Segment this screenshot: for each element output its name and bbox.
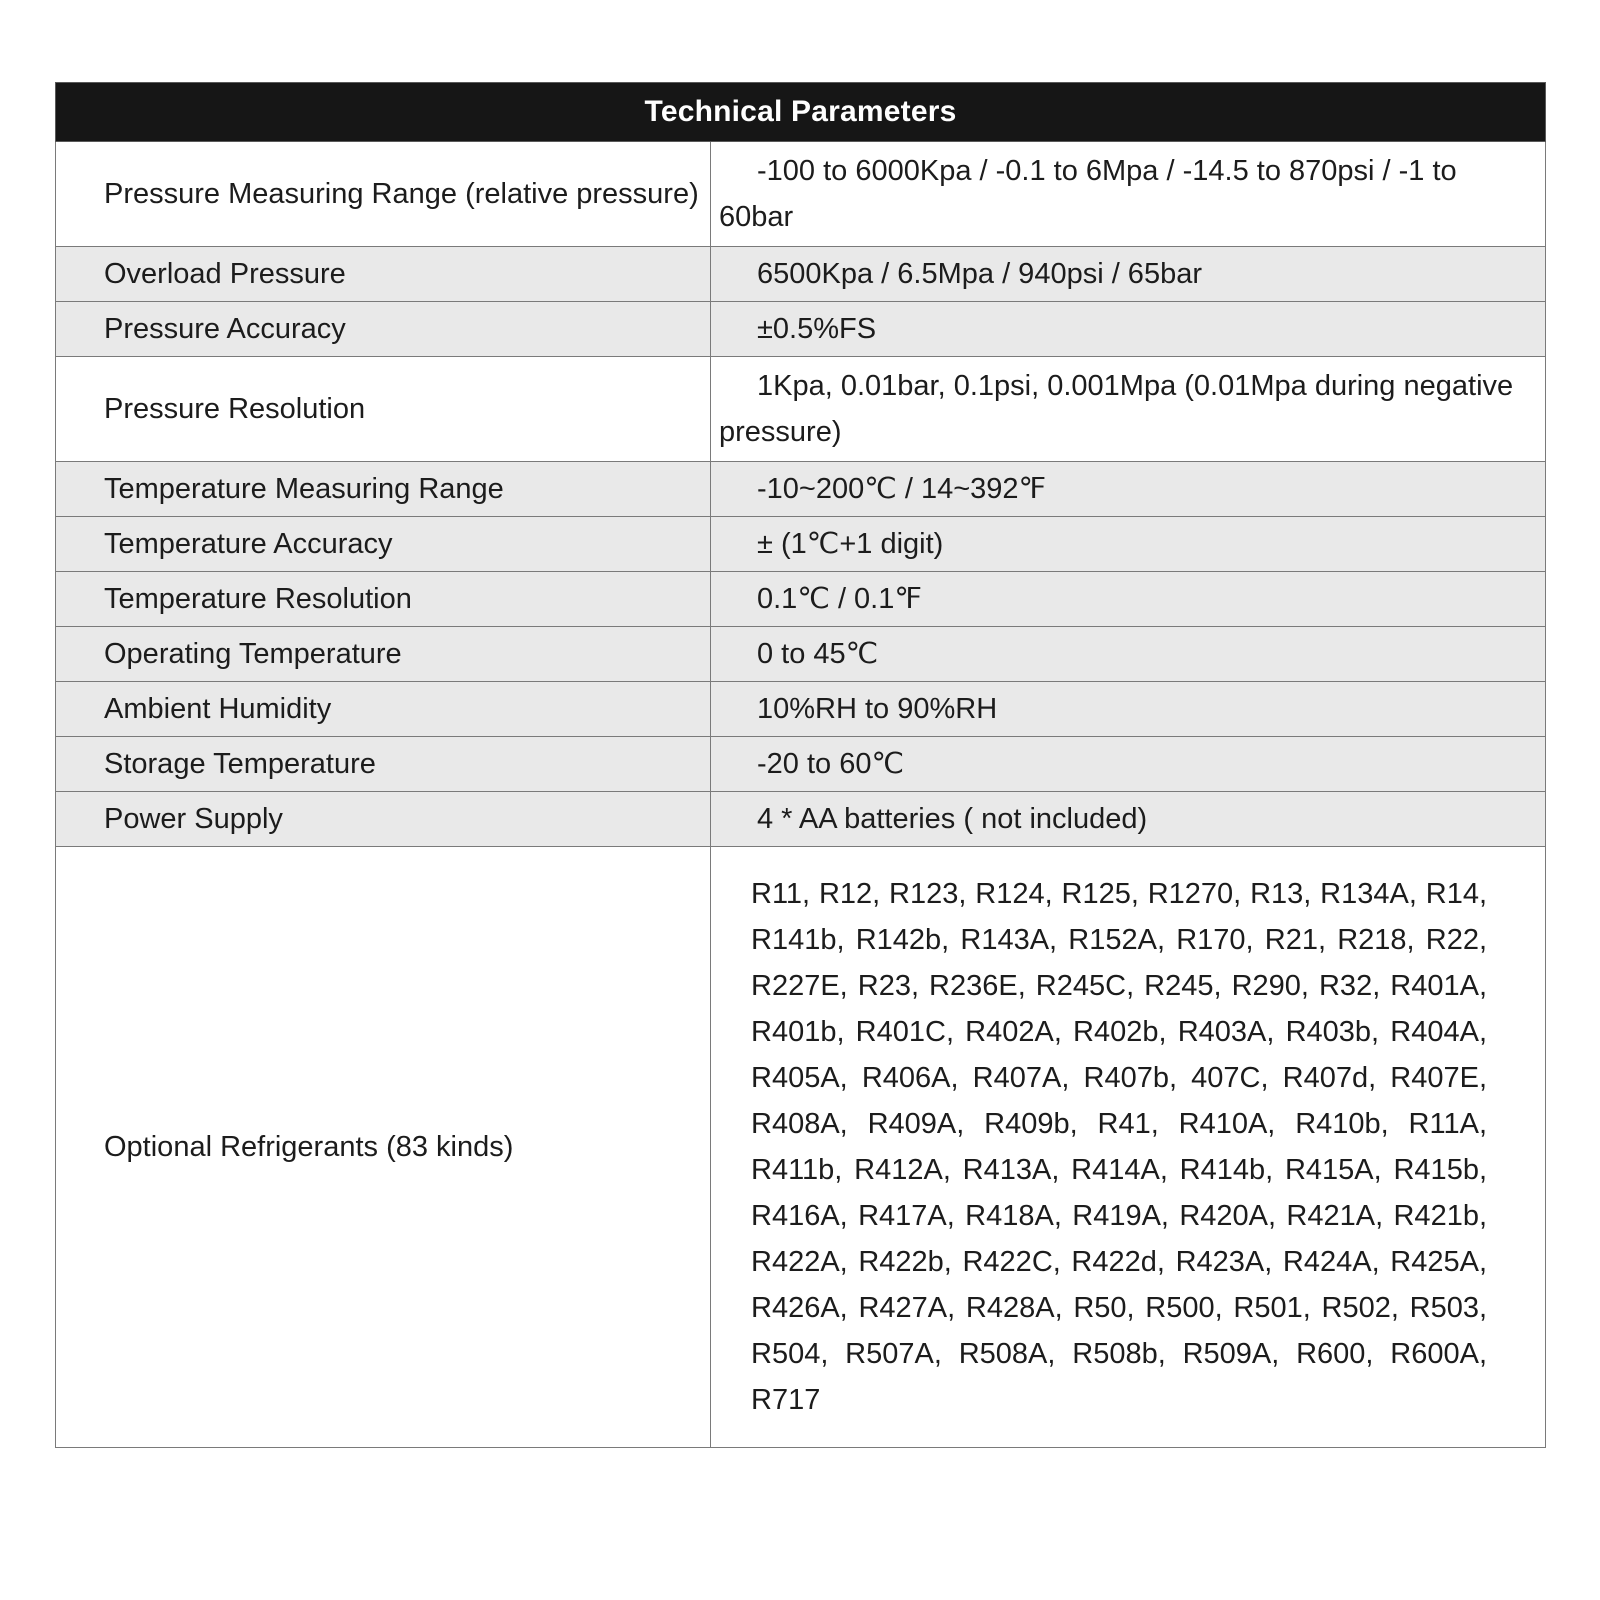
- row-label: Temperature Measuring Range: [56, 462, 711, 517]
- row-label: Storage Temperature: [56, 737, 711, 792]
- row-label: Pressure Accuracy: [56, 302, 711, 357]
- row-pressure-accuracy: [56, 302, 1546, 357]
- row-power-supply: [56, 792, 1546, 847]
- row-value: 0 to 45℃: [711, 627, 1546, 682]
- row-label: Temperature Accuracy: [56, 517, 711, 572]
- row-value: 1Kpa, 0.01bar, 0.1psi, 0.001Mpa (0.01Mpa during negative pressure): [711, 357, 1546, 462]
- row-temperature-resolution: [56, 572, 1546, 627]
- table-title: Technical Parameters: [56, 83, 1546, 142]
- row-value: ± (1℃+1 digit): [711, 517, 1546, 572]
- row-value: ±0.5%FS: [711, 302, 1546, 357]
- row-label: Ambient Humidity: [56, 682, 711, 737]
- row-temperature-accuracy: [56, 517, 1546, 572]
- row-label: Power Supply: [56, 792, 711, 847]
- row-pressure-measuring-range: [56, 142, 1546, 247]
- row-value: 0.1℃ / 0.1℉: [711, 572, 1546, 627]
- technical-parameters-table: [55, 82, 1546, 1448]
- row-label: Operating Temperature: [56, 627, 711, 682]
- row-value: 10%RH to 90%RH: [711, 682, 1546, 737]
- row-temperature-measuring-range: [56, 462, 1546, 517]
- row-label: Temperature Resolution: [56, 572, 711, 627]
- row-operating-temperature: [56, 627, 1546, 682]
- row-overload-pressure: [56, 247, 1546, 302]
- row-storage-temperature: [56, 737, 1546, 792]
- table-header-row: [56, 83, 1546, 142]
- row-value: R11, R12, R123, R124, R125, R1270, R13, R134A, R14, R141b, R142b, R143A, R152A, R170, R21, R218, R22, R227E, R23, R236E, R245C, R245, R290, R32, R401A, R401b, R401C, R402A, R402b, R403A, R403b, R404A, R405A, R406A, R407A, R407b, 407C, R407d, R407E, R408A, R409A, R409b, R41, R410A, R410b, R11A, R411b, R412A, R413A, R414A, R414b, R415A, R415b, R416A, R417A, R418A, R419A, R420A, R421A, R421b, R422A, R422b, R422C, R422d, R423A, R424A, R425A, R426A, R427A, R428A, R50, R500, R501, R502, R503, R504, R507A, R508A, R508b, R509A, R600, R600A, R717: [711, 847, 1546, 1448]
- row-ambient-humidity: [56, 682, 1546, 737]
- row-label: Optional Refrigerants (83 kinds): [56, 847, 711, 1448]
- row-value: -20 to 60℃: [711, 737, 1546, 792]
- row-value: 6500Kpa / 6.5Mpa / 940psi / 65bar: [711, 247, 1546, 302]
- row-optional-refrigerants: [56, 847, 1546, 1448]
- row-label: Pressure Measuring Range (relative pressure): [56, 142, 711, 247]
- row-value: 4 * AA batteries ( not included): [711, 792, 1546, 847]
- row-value: -100 to 6000Kpa / -0.1 to 6Mpa / -14.5 to 870psi / -1 to 60bar: [711, 142, 1546, 247]
- row-value: -10~200℃ / 14~392℉: [711, 462, 1546, 517]
- row-pressure-resolution: [56, 357, 1546, 462]
- row-label: Pressure Resolution: [56, 357, 711, 462]
- row-label: Overload Pressure: [56, 247, 711, 302]
